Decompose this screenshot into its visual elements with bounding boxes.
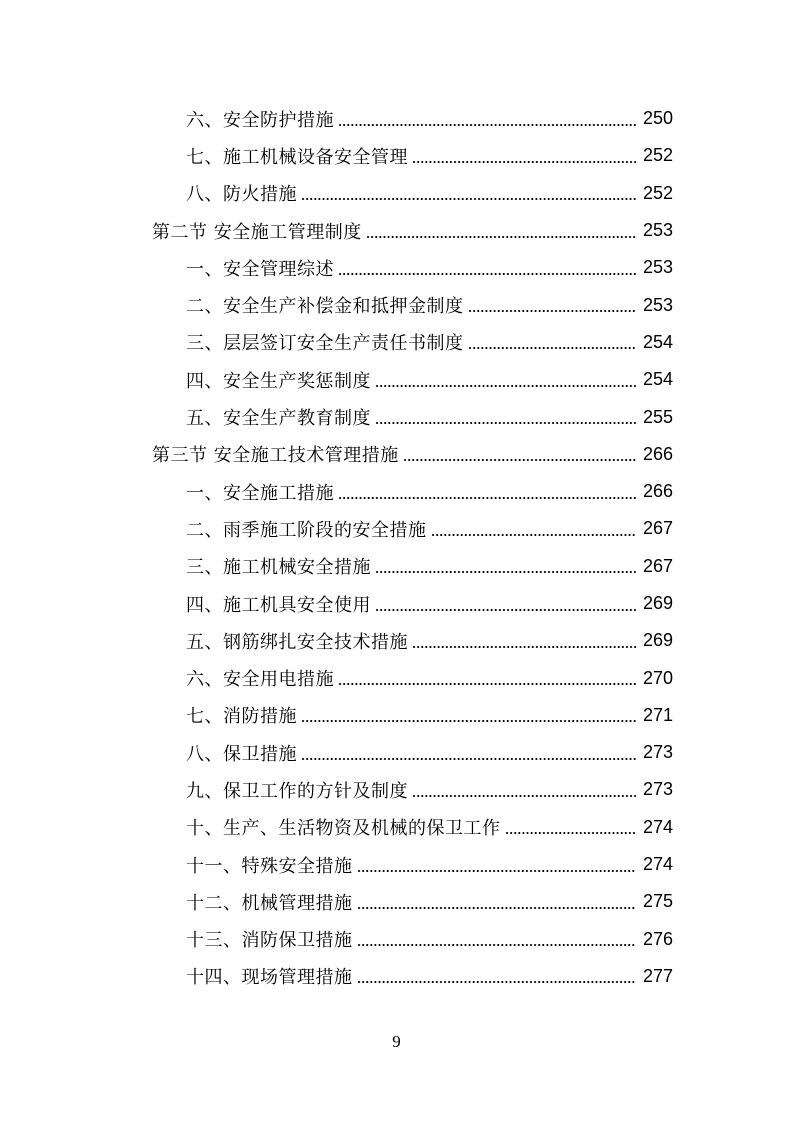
toc-dot-leader: [357, 930, 637, 948]
toc-entry-title: 六、安全用电措施: [186, 669, 334, 691]
toc-dot-leader: [301, 744, 636, 762]
toc-entry-title: 十三、消防保卫措施: [186, 930, 353, 952]
toc-entry-title: 第二节 安全施工管理制度: [152, 221, 362, 243]
toc-entry-page: 252: [642, 182, 673, 203]
toc-entry-page: 267: [642, 555, 673, 576]
toc-entry-title: 四、安全生产奖惩制度: [186, 370, 371, 392]
toc-entry-page: 273: [642, 779, 673, 800]
toc-section-entry[interactable]: [0, 212, 793, 249]
toc-section-entry[interactable]: [0, 436, 793, 473]
toc-entry-page: 271: [642, 704, 673, 725]
toc-dot-leader: [375, 557, 636, 575]
toc-dot-leader: [357, 856, 637, 874]
toc-entry-title: 一、安全管理综述: [186, 258, 334, 280]
toc-entry-title: 八、保卫措施: [186, 743, 297, 765]
toc-entry-page: 274: [642, 816, 673, 837]
toc-dot-leader: [375, 595, 636, 613]
toc-dot-leader: [431, 520, 637, 538]
toc-dot-leader: [357, 893, 637, 911]
toc-entry-title: 三、层层签订安全生产责任书制度: [186, 333, 464, 355]
toc-entry-page: 266: [642, 481, 673, 502]
toc-entry[interactable]: [0, 697, 793, 734]
toc-entry[interactable]: [0, 398, 793, 435]
toc-entry[interactable]: [0, 548, 793, 585]
toc-entry-title: 十四、现场管理措施: [186, 967, 353, 989]
toc-entry[interactable]: [0, 286, 793, 323]
toc-entry-page: 254: [642, 331, 673, 352]
toc-dot-leader: [338, 259, 636, 277]
toc-entry-title: 四、施工机具安全使用: [186, 594, 371, 616]
toc-dot-leader: [505, 818, 637, 836]
toc-dot-leader: [412, 147, 636, 165]
toc-entry[interactable]: [0, 361, 793, 398]
toc-dot-leader: [412, 781, 636, 799]
toc-dot-leader: [375, 408, 636, 426]
toc-dot-leader: [301, 184, 636, 202]
toc-dot-leader: [301, 706, 636, 724]
page-number: 9: [392, 1032, 401, 1051]
toc-entry-title: 十二、机械管理措施: [186, 892, 353, 914]
toc-entry[interactable]: [0, 846, 793, 883]
toc-entry-page: 273: [642, 742, 673, 763]
toc-entry[interactable]: [0, 734, 793, 771]
toc-entry-page: 250: [642, 108, 673, 129]
toc-entry-page: 269: [642, 593, 673, 613]
toc-dot-leader: [412, 632, 636, 650]
toc-entry-title: 十、生产、生活物资及机械的保卫工作: [186, 818, 501, 840]
toc-dot-leader: [375, 371, 636, 389]
toc-entry-page: 253: [642, 294, 673, 315]
toc-entry-page: 266: [642, 443, 673, 464]
toc-entry-title: 五、钢筋绑扎安全技术措施: [186, 631, 408, 653]
toc-entry[interactable]: [0, 473, 793, 510]
toc-entry[interactable]: [0, 249, 793, 286]
toc-entry-page: 255: [642, 406, 673, 427]
toc-entry[interactable]: [0, 958, 793, 995]
toc-dot-leader: [338, 483, 636, 501]
toc-entry-page: 275: [642, 891, 673, 912]
toc-dot-leader: [403, 445, 636, 463]
toc-entry-title: 五、安全生产教育制度: [186, 408, 371, 430]
toc-entry[interactable]: [0, 100, 793, 137]
toc-entry[interactable]: [0, 324, 793, 361]
toc-entry-title: 第三节 安全施工技术管理措施: [152, 445, 399, 467]
toc-entry-title: 十一、特殊安全措施: [186, 855, 353, 877]
toc-entry-page: 274: [642, 854, 673, 875]
toc-entry-title: 二、雨季施工阶段的安全措施: [186, 519, 427, 541]
toc-entry[interactable]: [0, 809, 793, 846]
toc-dot-leader: [468, 296, 637, 314]
toc-entry-page: 253: [642, 257, 673, 278]
toc-dot-leader: [338, 669, 636, 687]
toc-entry-page: 276: [642, 928, 673, 949]
toc-entry-page: 252: [642, 145, 673, 166]
toc-entry[interactable]: [0, 510, 793, 547]
toc-entry-title: 一、安全施工措施: [186, 482, 334, 504]
toc-entry-page: 253: [642, 220, 673, 241]
toc-entry-page: 267: [642, 518, 673, 539]
toc-entry[interactable]: [0, 771, 793, 808]
toc-entry[interactable]: [0, 137, 793, 174]
toc-dot-leader: [468, 333, 637, 351]
toc-entry[interactable]: [0, 659, 793, 696]
toc-entry-title: 七、施工机械设备安全管理: [186, 146, 408, 168]
toc-entry-title: 二、安全生产补偿金和抵押金制度: [186, 296, 464, 318]
toc-dot-leader: [357, 967, 637, 985]
toc-entry[interactable]: [0, 175, 793, 212]
toc-entry-title: 九、保卫工作的方针及制度: [186, 780, 408, 802]
toc-dot-leader: [366, 222, 636, 240]
toc-entry-page: 254: [642, 369, 673, 390]
toc-entry[interactable]: [0, 883, 793, 920]
toc-entry-title: 六、安全防护措施: [186, 109, 334, 131]
toc-entry[interactable]: [0, 921, 793, 958]
toc-entry[interactable]: [0, 585, 793, 622]
toc-entry-page: 277: [642, 965, 673, 986]
toc-entry-title: 七、消防措施: [186, 706, 297, 728]
toc-entry-page: 269: [642, 630, 673, 651]
toc-entry[interactable]: [0, 622, 793, 659]
toc-entry-page: 270: [642, 667, 673, 688]
table-of-contents: [0, 100, 793, 995]
toc-entry-title: 三、施工机械安全措施: [186, 557, 371, 579]
toc-entry-title: 八、防火措施: [186, 184, 297, 206]
toc-dot-leader: [338, 110, 636, 128]
